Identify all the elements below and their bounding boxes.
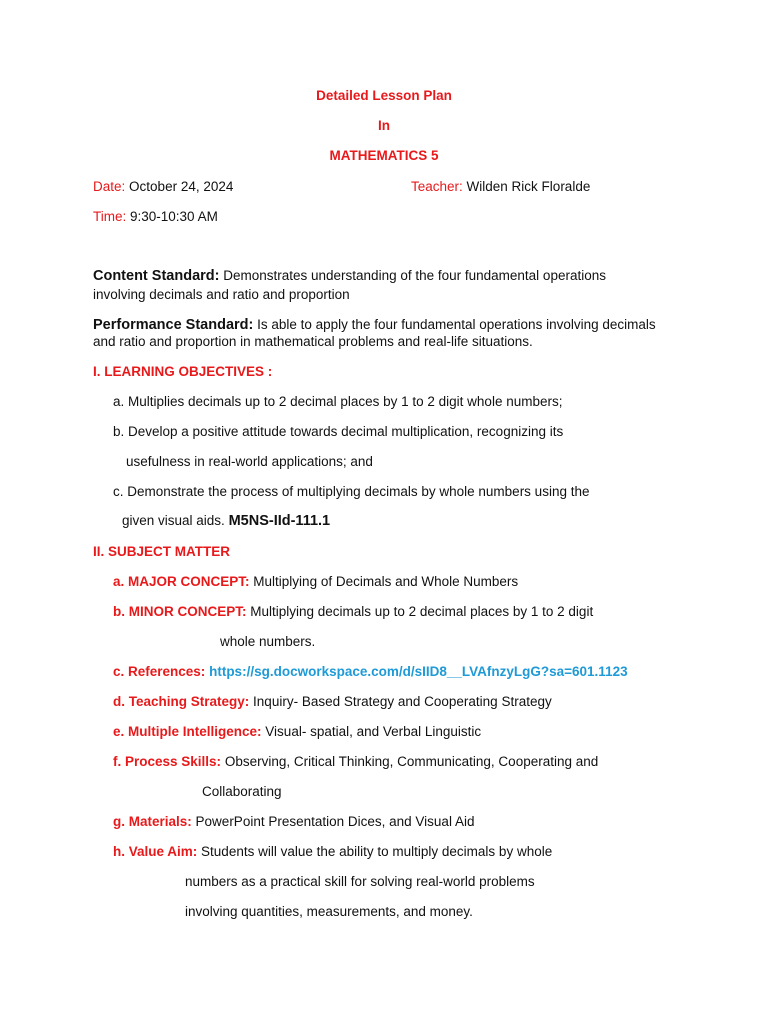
teacher-label: Teacher: xyxy=(411,179,463,194)
multiple-intelligence-label: e. Multiple Intelligence: xyxy=(113,724,262,739)
content-standard-label: Content Standard: xyxy=(93,268,220,284)
references-row xyxy=(113,663,628,681)
value-aim-value-3: involving quantities, measurements, and money. xyxy=(185,904,473,919)
materials-row xyxy=(113,813,474,831)
teacher-row xyxy=(411,178,590,196)
value-aim-row xyxy=(113,843,552,861)
value-aim-value-1: Students will value the ability to multiply decimals by whole xyxy=(201,844,553,859)
objective-c-text-2: given visual aids. xyxy=(122,513,225,528)
content-standard-text-1: Demonstrates understanding of the four fundamental operations xyxy=(223,268,606,283)
date-label: Date: xyxy=(93,179,126,194)
minor-concept-value-1: Multiplying decimals up to 2 decimal places by 1 to 2 digit xyxy=(250,604,594,619)
content-standard-line-1 xyxy=(93,267,606,285)
multiple-intelligence-row xyxy=(113,723,481,741)
content-standard-text-2: involving decimals and ratio and proportion xyxy=(93,287,350,302)
objective-c-line-1: c. Demonstrate the process of multiplying decimals by whole numbers using the xyxy=(113,484,590,499)
materials-label: g. Materials: xyxy=(113,814,192,829)
objective-b-line-2: usefulness in real-world applications; and xyxy=(126,454,373,469)
teacher-value: Wilden Rick Floralde xyxy=(466,179,591,194)
minor-concept-label: b. MINOR CONCEPT: xyxy=(113,604,247,619)
value-aim-label: h. Value Aim: xyxy=(113,844,198,859)
minor-concept-value-2: whole numbers. xyxy=(220,634,316,649)
objective-a: a. Multiplies decimals up to 2 decimal places by 1 to 2 digit whole numbers; xyxy=(113,394,563,409)
subject-matter-heading: II. SUBJECT MATTER xyxy=(93,544,231,559)
references-link[interactable]: https://sg.docworkspace.com/d/sIID8__LVAfnzyLgG?sa=601.1123 xyxy=(209,664,628,679)
time-value: 9:30-10:30 AM xyxy=(130,209,218,224)
teaching-strategy-row xyxy=(113,693,552,711)
major-concept-value: Multiplying of Decimals and Whole Numbers xyxy=(253,574,519,589)
performance-standard-line-1 xyxy=(93,316,656,334)
minor-concept-row xyxy=(113,603,593,621)
objective-c-line-2 xyxy=(122,512,330,530)
title-line-3: MATHEMATICS 5 xyxy=(329,148,439,163)
process-skills-value-2: Collaborating xyxy=(202,784,282,799)
title-line-1: Detailed Lesson Plan xyxy=(316,88,452,103)
materials-value: PowerPoint Presentation Dices, and Visual Aid xyxy=(195,814,475,829)
performance-standard-text-2: and ratio and proportion in mathematical problems and real-life situations. xyxy=(93,334,533,349)
references-label: c. References: xyxy=(113,664,206,679)
objective-b-line-1: b. Develop a positive attitude towards decimal multiplication, recognizing its xyxy=(113,424,564,439)
performance-standard-text-1: Is able to apply the four fundamental operations involving decimals xyxy=(257,317,656,332)
competency-code: M5NS-IId-111.1 xyxy=(228,513,331,529)
teaching-strategy-label: d. Teaching Strategy: xyxy=(113,694,250,709)
process-skills-value-1: Observing, Critical Thinking, Communicating, Cooperating and xyxy=(224,754,599,769)
major-concept-label: a. MAJOR CONCEPT: xyxy=(113,574,250,589)
performance-standard-label: Performance Standard: xyxy=(93,317,254,333)
learning-objectives-heading: I. LEARNING OBJECTIVES : xyxy=(93,364,273,379)
process-skills-row xyxy=(113,753,598,771)
major-concept-row xyxy=(113,573,518,591)
multiple-intelligence-value: Visual- spatial, and Verbal Linguistic xyxy=(265,724,482,739)
date-row xyxy=(93,178,233,196)
title-line-2: In xyxy=(378,118,390,133)
process-skills-label: f. Process Skills: xyxy=(113,754,222,769)
teaching-strategy-value: Inquiry- Based Strategy and Cooperating Strategy xyxy=(253,694,552,709)
value-aim-value-2: numbers as a practical skill for solving real-world problems xyxy=(185,874,535,889)
time-row xyxy=(93,208,218,226)
date-value: October 24, 2024 xyxy=(129,179,234,194)
time-label: Time: xyxy=(93,209,127,224)
